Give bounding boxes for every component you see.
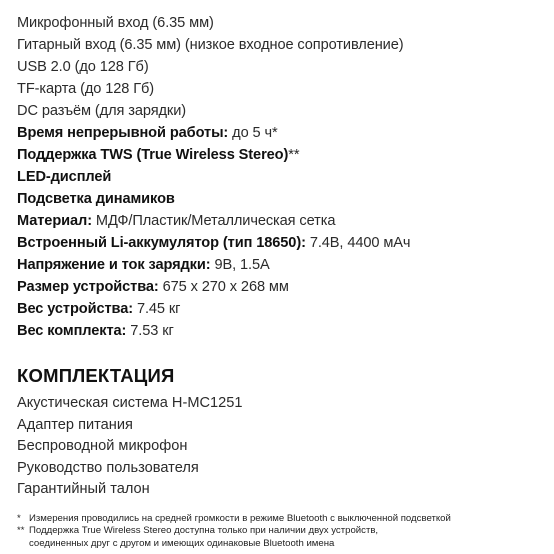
spec-size-value: 675 x 270 x 268 мм — [158, 279, 289, 295]
spec-charging — [17, 254, 547, 276]
spec-runtime-key: Время непрерывной работы: — [17, 125, 229, 141]
footnote-2-text-line2: соединенных друг с другом и имеющих одинаковые Bluetooth имена — [29, 537, 335, 549]
spec-tws-key: Поддержка TWS (True Wireless Stereo) — [17, 147, 289, 163]
package-item: Беспроводной микрофон — [17, 438, 188, 455]
spec-sheet — [17, 12, 547, 550]
inputs-list — [17, 12, 547, 122]
footnote-1-mark: * — [17, 512, 21, 524]
footnote-2-text-line1: Поддержка True Wireless Stereo доступна только при наличии двух устройств, — [29, 525, 379, 537]
spec-usb: USB 2.0 (до 128 Гб) — [17, 59, 149, 75]
spec-battery — [17, 232, 547, 254]
spec-kit-weight-value: 7.53 кг — [126, 323, 174, 339]
spec-size-key: Размер устройства: — [17, 279, 159, 295]
package-item: Гарантийный талон — [17, 481, 150, 498]
spec-backlight-key: Подсветка динамиков — [17, 191, 175, 207]
spec-led — [17, 166, 547, 188]
package-item: Руководство пользователя — [17, 459, 199, 476]
spec-kit-weight-key: Вес комплекта: — [17, 323, 127, 339]
spec-material-value: МДФ/Пластик/Металлическая сетка — [91, 213, 336, 229]
footnote-2 — [17, 525, 547, 550]
spec-weight-key: Вес устройства: — [17, 301, 133, 317]
package-title: КОМПЛЕКТАЦИЯ — [17, 365, 175, 386]
spec-battery-value: 7.4В, 4400 мАч — [305, 235, 411, 251]
spec-runtime-value: до 5 ч* — [228, 125, 278, 141]
spec-backlight — [17, 188, 547, 210]
spec-charging-key: Напряжение и ток зарядки: — [17, 257, 211, 273]
spec-tf-card: TF-карта (до 128 Гб) — [17, 81, 155, 97]
spec-size — [17, 276, 547, 298]
spec-kit-weight — [17, 320, 547, 342]
spec-tws-value: ** — [288, 147, 300, 163]
spec-runtime — [17, 122, 547, 144]
spec-mic-input: Микрофонный вход (6.35 мм) — [17, 15, 214, 31]
footnotes — [17, 513, 547, 551]
package-item: Акустическая система H-MC1251 — [17, 395, 243, 411]
spec-weight — [17, 298, 547, 320]
footnote-1-text: Измерения проводились на средней громкости в режиме Bluetooth с выключенной подсветкой — [29, 512, 451, 524]
spec-tws — [17, 144, 547, 166]
footnote-1 — [17, 513, 547, 526]
package-item: Адаптер питания — [17, 416, 133, 433]
footnote-2-mark: ** — [17, 525, 25, 537]
spec-material — [17, 210, 547, 232]
spec-material-key: Материал: — [17, 213, 92, 229]
package-list — [17, 393, 547, 501]
spec-weight-value: 7.45 кг — [132, 301, 181, 317]
spec-dc-jack: DC разъём (для зарядки) — [17, 103, 187, 119]
spec-battery-key: Встроенный Li-аккумулятор (тип 18650): — [17, 235, 306, 251]
spec-guitar-input: Гитарный вход (6.35 мм) (низкое входное сопротивление) — [17, 37, 404, 53]
spec-led-key: LED-дисплей — [17, 169, 112, 185]
spec-charging-value: 9В, 1.5А — [210, 257, 270, 273]
